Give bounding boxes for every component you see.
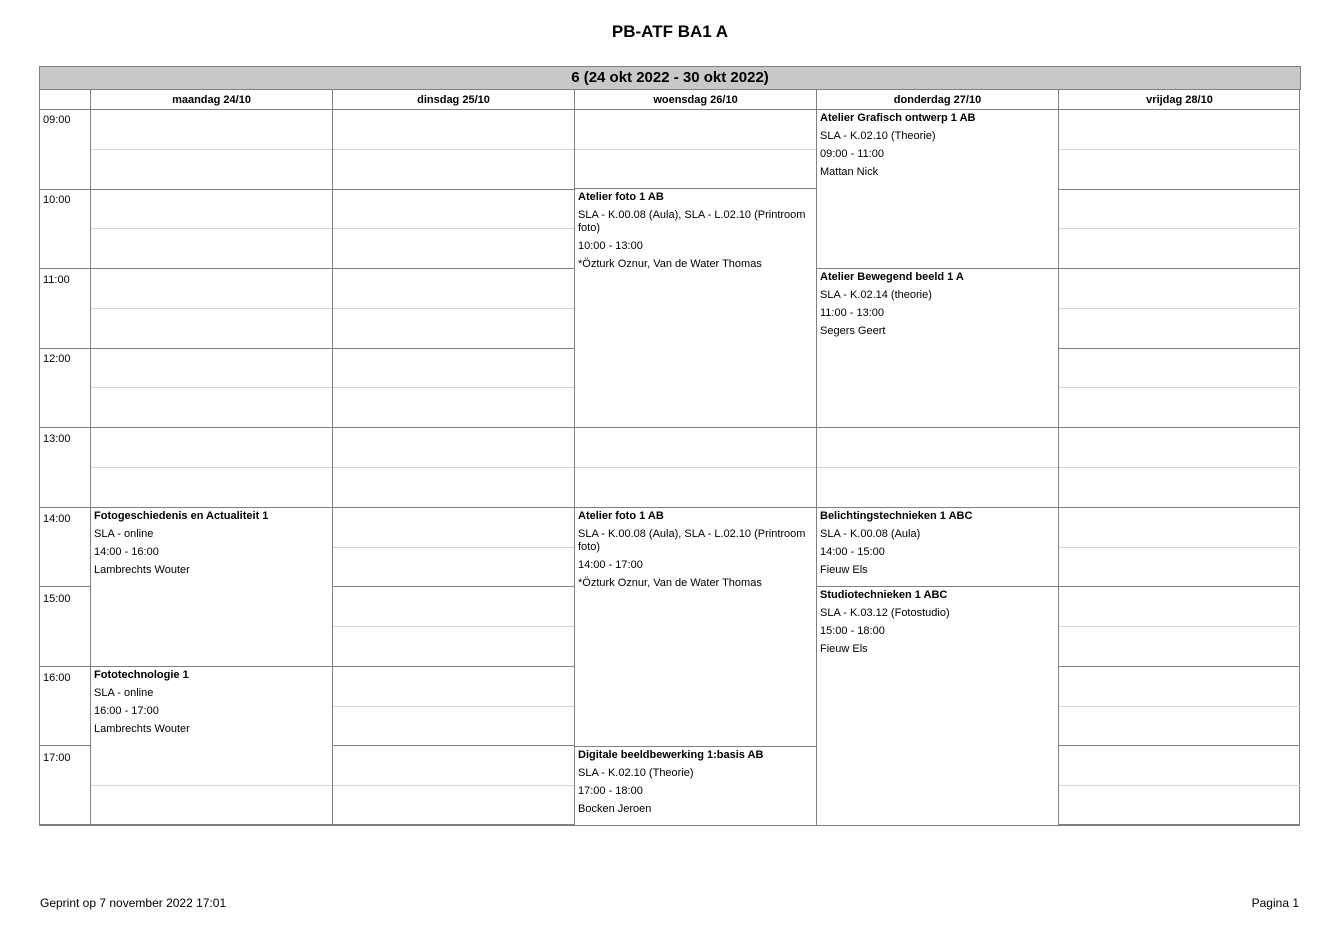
- time-label: 13:00: [43, 433, 71, 445]
- event-teacher: Lambrechts Wouter: [94, 564, 190, 576]
- event-title: Studiotechnieken 1 ABC: [820, 589, 948, 601]
- week-header: 6 (24 okt 2022 - 30 okt 2022): [39, 66, 1301, 90]
- event-teacher: Lambrechts Wouter: [94, 723, 190, 735]
- event-title: Fototechnologie 1: [94, 669, 189, 681]
- day-header-tuesday: dinsdag 25/10: [417, 94, 490, 106]
- half-hour-line: [91, 467, 1300, 468]
- hour-line: [39, 825, 1300, 826]
- event-title: Atelier Bewegend beeld 1 A: [820, 271, 964, 283]
- event-time: 14:00 - 15:00: [820, 546, 885, 558]
- event-title: Digitale beeldbewerking 1:basis AB: [578, 749, 764, 761]
- event-block[interactable]: [817, 586, 1058, 825]
- day-header-friday: vrijdag 28/10: [1146, 94, 1213, 106]
- time-label: 14:00: [43, 513, 71, 525]
- event-teacher: Bocken Jeroen: [578, 803, 652, 815]
- event-block[interactable]: [91, 507, 332, 666]
- event-location: SLA - K.03.12 (Fotostudio): [820, 607, 950, 619]
- event-teacher: *Özturk Oznur, Van de Water Thomas: [578, 577, 762, 589]
- header-bottom-line: [39, 109, 1300, 110]
- event-teacher: Mattan Nick: [820, 166, 879, 178]
- time-label: 10:00: [43, 194, 71, 206]
- hour-line: [39, 427, 1300, 428]
- event-time: 15:00 - 18:00: [820, 625, 885, 637]
- day-header-monday: maandag 24/10: [172, 94, 251, 106]
- event-block[interactable]: [575, 507, 816, 746]
- event-teacher: Fieuw Els: [820, 564, 868, 576]
- event-block[interactable]: [817, 268, 1058, 427]
- time-label: 15:00: [43, 593, 71, 605]
- time-label: 17:00: [43, 752, 71, 764]
- event-block[interactable]: [575, 188, 816, 427]
- event-block[interactable]: [91, 666, 332, 746]
- event-teacher: *Özturk Oznur, Van de Water Thomas: [578, 258, 762, 270]
- event-title: Atelier foto 1 AB: [578, 191, 664, 203]
- event-title: Atelier Grafisch ontwerp 1 AB: [820, 112, 976, 124]
- event-time: 14:00 - 17:00: [578, 559, 643, 571]
- event-time: 10:00 - 13:00: [578, 240, 643, 252]
- event-time: 16:00 - 17:00: [94, 705, 159, 717]
- time-label: 12:00: [43, 353, 71, 365]
- day-header-thursday: donderdag 27/10: [893, 94, 982, 106]
- event-block[interactable]: [575, 746, 816, 825]
- event-location: SLA - K.00.08 (Aula), SLA - L.02.10 (Printroom foto): [578, 209, 806, 234]
- event-time: 14:00 - 16:00: [94, 546, 159, 558]
- event-block[interactable]: [817, 507, 1058, 587]
- time-label: 16:00: [43, 672, 71, 684]
- event-teacher: Fieuw Els: [820, 643, 868, 655]
- time-label: 11:00: [43, 274, 70, 286]
- event-time: 17:00 - 18:00: [578, 785, 643, 797]
- event-location: SLA - K.02.10 (Theorie): [820, 130, 936, 142]
- event-location: SLA - online: [94, 687, 154, 699]
- column-line: [332, 89, 333, 825]
- footer-printed-date: Geprint op 7 november 2022 17:01: [40, 896, 227, 910]
- day-header-wednesday: woensdag 26/10: [653, 94, 738, 106]
- event-location: SLA - K.02.14 (theorie): [820, 289, 932, 301]
- half-hour-line: [91, 149, 1300, 150]
- event-title: Fotogeschiedenis en Actualiteit 1: [94, 510, 269, 522]
- event-time: 11:00 - 13:00: [820, 307, 885, 319]
- column-line: [1058, 89, 1059, 825]
- event-title: Belichtingstechnieken 1 ABC: [820, 510, 973, 522]
- event-location: SLA - K.02.10 (Theorie): [578, 767, 694, 779]
- event-title: Atelier foto 1 AB: [578, 510, 664, 522]
- time-label: 09:00: [43, 114, 71, 126]
- event-location: SLA - K.00.08 (Aula), SLA - L.02.10 (Printroom foto): [578, 528, 806, 553]
- event-block[interactable]: [817, 109, 1058, 269]
- footer-page-number: Pagina 1: [1251, 896, 1299, 910]
- event-location: SLA - K.00.08 (Aula): [820, 528, 921, 540]
- event-teacher: Segers Geert: [820, 325, 886, 337]
- event-location: SLA - online: [94, 528, 154, 540]
- event-time: 09:00 - 11:00: [820, 148, 885, 160]
- page-title: PB-ATF BA1 A: [611, 22, 729, 41]
